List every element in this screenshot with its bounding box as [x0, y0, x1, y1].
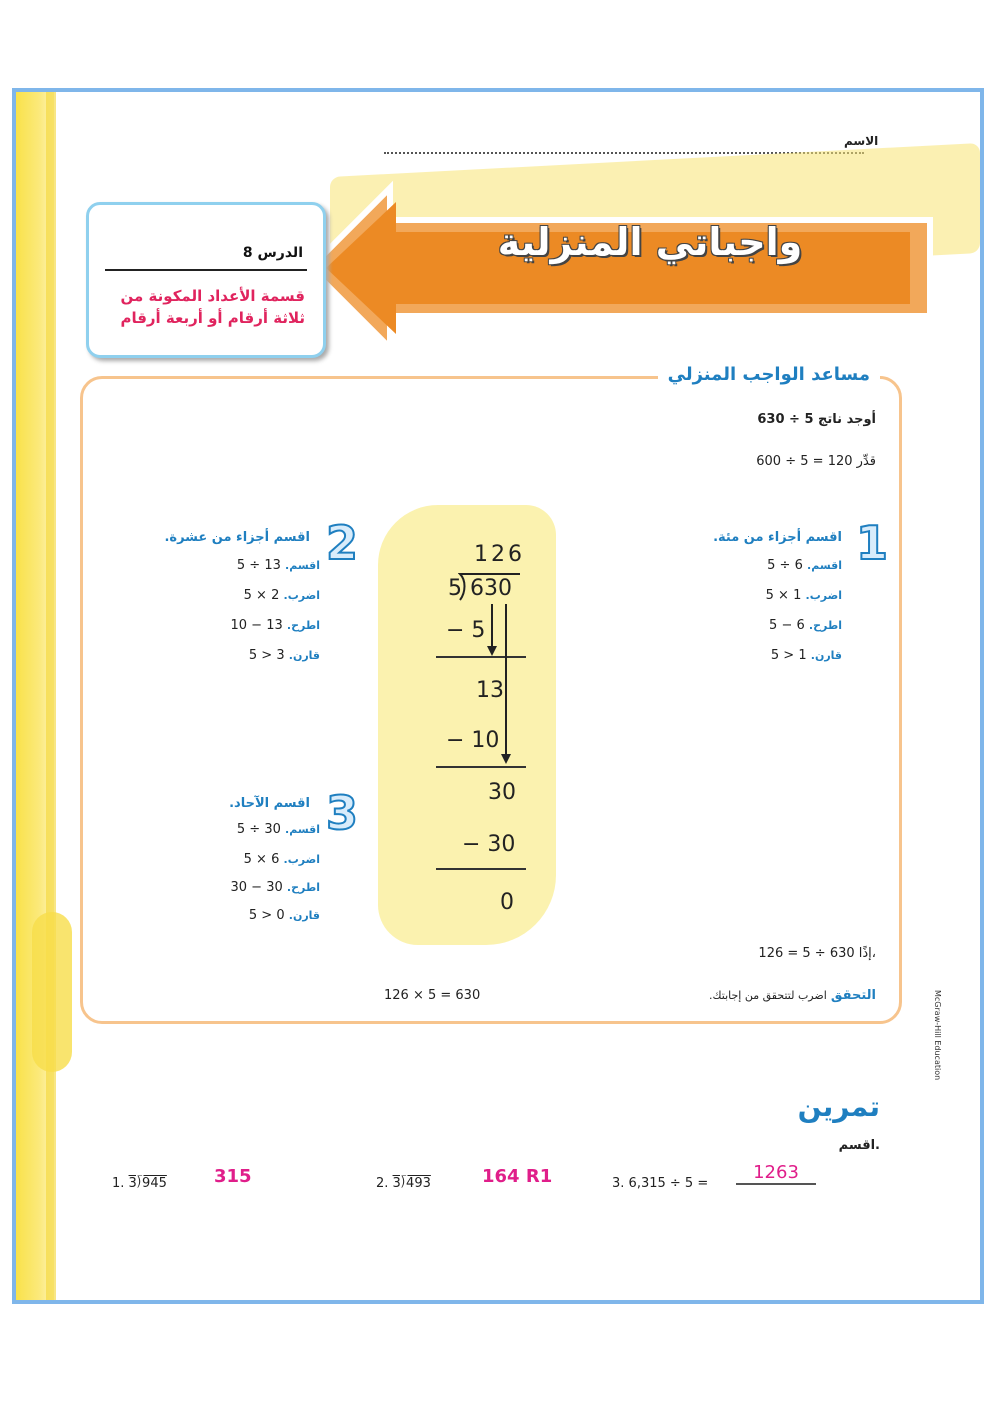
- helper-title: مساعد الواجب المنزلي: [658, 364, 880, 385]
- step-3-line: قارن. 0 < 5: [248, 908, 320, 923]
- problem-1: 1. 3⟌945: [112, 1176, 167, 1191]
- name-label: الاسم: [844, 134, 879, 148]
- divisor: 5: [448, 576, 462, 601]
- subtract-2: − 10: [446, 728, 500, 753]
- problem-2: 2. 3⟌493: [376, 1176, 431, 1191]
- step-3-heading: اقسم الآحاد.: [229, 796, 310, 811]
- step-2-number: 2: [326, 516, 359, 570]
- step-2-line: اضرب. 2 × 5: [243, 588, 320, 603]
- step-1-heading: اقسم أجزاء من مئة.: [713, 530, 842, 545]
- step-3-line: اطرح. 30 − 30: [230, 880, 320, 895]
- remainder-1: 13: [476, 678, 504, 703]
- find-text: أوجد ناتج 5 ÷ 630: [757, 412, 876, 427]
- step-1-line: اقسم. 6 ÷ 5: [767, 558, 842, 573]
- practice-title: تمرين: [797, 1090, 880, 1123]
- step-2-line: اطرح. 13 − 10: [230, 618, 320, 633]
- step-1-line: اطرح. 6 − 5: [769, 618, 842, 633]
- answer-3[interactable]: 1263: [736, 1162, 816, 1185]
- dividend: 630: [470, 576, 512, 601]
- step-2-line: اقسم. 13 ÷ 5: [236, 558, 320, 573]
- answer-1[interactable]: 315: [214, 1166, 252, 1187]
- so-line: 126 = 5 ÷ 630 إذًا،: [758, 946, 876, 961]
- division-rule: [436, 868, 526, 870]
- check-line: التحقق اضرب لتتحقق من إجابتك.: [709, 988, 876, 1003]
- step-1-line: قارن. 1 < 5: [770, 648, 842, 663]
- answer-2[interactable]: 164 R1: [482, 1166, 553, 1187]
- remainder-2: 30: [488, 780, 516, 805]
- lesson-topic: قسمة الأعداد المكونة من ثلاثة أرقام أو أربعة أرقام: [120, 287, 305, 327]
- copyright-text: McGraw-Hill Education: [933, 990, 942, 1081]
- step-2-line: قارن. 3 < 5: [248, 648, 320, 663]
- bring-down-arrow-icon: [484, 602, 514, 768]
- final-remainder: 0: [500, 890, 514, 915]
- step-1-number: 1: [856, 516, 889, 570]
- problem-3: 3. 6,315 ÷ 5 =: [612, 1176, 709, 1191]
- subtract-3: − 30: [462, 832, 516, 857]
- banner-arrow-icon: [300, 178, 940, 358]
- yellow-splash: [32, 912, 72, 1072]
- step-1-line: اضرب. 1 × 5: [765, 588, 842, 603]
- step-3-line: اقسم. 30 ÷ 5: [236, 822, 320, 837]
- left-yellow-stripe-shade: [46, 92, 56, 1300]
- step-2-heading: اقسم أجزاء من عشرة.: [164, 530, 310, 545]
- practice-instruction: اقسم.: [838, 1138, 880, 1153]
- lesson-rule: [105, 269, 307, 271]
- banner-title: واجباتي المنزلية: [497, 220, 803, 264]
- step-3-number: 3: [326, 786, 359, 840]
- subtract-1: − 5: [446, 618, 486, 643]
- lesson-label: الدرس 8: [242, 245, 303, 261]
- long-division-highlight: [378, 505, 556, 945]
- lesson-card: [86, 202, 326, 358]
- quotient: 126: [474, 542, 525, 567]
- estimate-text: قدِّر 120 = 5 ÷ 600: [756, 454, 876, 469]
- check-value: 126 × 5 = 630: [384, 988, 481, 1003]
- step-3-line: اضرب. 6 × 5: [243, 852, 320, 867]
